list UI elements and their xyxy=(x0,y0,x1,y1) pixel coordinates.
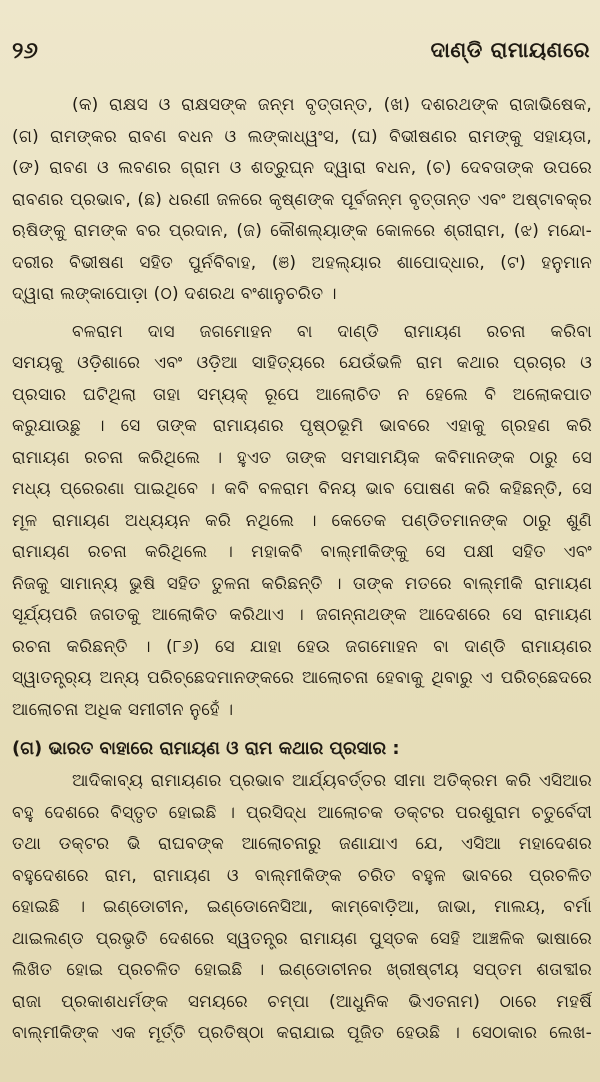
text-line: ମୂଳ ରାମାୟଣ ଅଧ୍ୟୟନ କରି ନଥିଲେ । କେତେକ ପଣ୍ଡିତମାନଙ୍କ ଠାରୁ ଶୁଣି xyxy=(12,510,592,531)
text-line: ଦ୍ୱାରା ଲଙ୍କାପୋଡ଼ା (ଠ) ଦଶରଥ ବଂଶାନୁଚରିତ । xyxy=(12,284,337,304)
text-line: (କ) ରାକ୍ଷସ ଓ ରାକ୍ଷସଙ୍କ ଜନ୍ମ ବୃତ୍ତାନ୍ତ, (ଖ) ଦଶରଥଙ୍କ ରାଜାଭିଷେକ, xyxy=(72,95,592,115)
text-line: ସୂର୍ଯ୍ୟପରି ଜଗତକୁ ଆଲୋକିତ କରିଥାଏ । ଜଗନ୍ନାଥଙ୍କ ଆଦେଶରେ ସେ ରାମାୟଣ xyxy=(12,605,592,625)
body-text xyxy=(12,90,592,1050)
paragraph-ramayana-abroad xyxy=(12,766,592,1050)
text-line: ଥାଇଲଣ୍ଡ ପ୍ରଭୃତି ଦେଶରେ ସ୍ୱତନ୍ତ୍ର ରାମାୟଣ ପୁସ୍ତକ ସେହି ଆଞ୍ଚଳିକ ଭାଷାରେ xyxy=(12,928,592,949)
text-line: ସମୟକୁ ଓଡ଼ିଶାରେ ଏବଂ ଓଡ଼ିଆ ସାହିତ୍ୟରେ ଯେଉଁଭଳି ରାମ କଥାର ପ୍ରଚାର ଓ xyxy=(12,353,592,373)
text-line: ଲିଖିତ ହୋଇ ପ୍ରଚଳିତ ହୋଇଛି । ଇଣ୍ଡୋଚୀନର ଖ୍ରୀଷ୍ଟୀୟ ସପ୍ତମ ଶତାବ୍ଦୀର xyxy=(12,960,592,980)
text-line: ବଳରାମ ଦାସ ଜଗମୋହନ ବା ଦାଣ୍ଡି ରାମାୟଣ ରଚନା କରିବା xyxy=(72,321,592,342)
text-line: ମଧ୍ୟ ପ୍ରେରଣା ପାଇଥିବେ । କବି ବଳରାମ ବିନୟ ଭାବ ପୋଷଣ କରି କହିଛନ୍ତି, ସେ xyxy=(12,479,592,499)
text-line: ବହୁ ଦେଶରେ ବିସ୍ତୃତ ହୋଇଛି । ପ୍ରସିଦ୍ଧ ଆଲୋଚକ ଡକ୍ଟର ପରଶୁରାମ ଚତୁର୍ବେଦୀ xyxy=(12,802,592,823)
text-line: ରାଜା ପ୍ରକାଶଧର୍ମଙ୍କ ସମୟରେ ଚମ୍ପା (ଆଧୁନିକ ଭିଏତନାମ) ଠାରେ ମହର୍ଷି xyxy=(12,991,592,1012)
page-number: ୨୬ xyxy=(12,38,38,64)
text-line: ରଚନା କରିଛନ୍ତି । (୮୬) ସେ ଯାହା ହେଉ ଜଗମୋହନ ବା ଦାଣ୍ଡି ରାମାୟଣର xyxy=(12,636,592,657)
text-line: କରୁଯାଉଛୁ । ସେ ତାଙ୍କ ରାମାୟଣର ପୃଷ୍ଠଭୂମି ଭାବରେ ଏହାକୁ ଗ୍ରହଣ କରି xyxy=(12,416,592,436)
text-line: (ଗ) ରାମଙ୍କର ରାବଣ ବଧନ ଓ ଲଙ୍କାଧ୍ୱଂସ, (ଘ) ବିଭୀଷଣର ରାମଙ୍କୁ ସହାୟତା, xyxy=(12,126,592,147)
text-line: ନିଜକୁ ସାମାନ୍ୟ ଭୁଷି ସହିତ ତୁଳନା କରିଛନ୍ତି । ତାଙ୍କ ମତରେ ବାଲ୍ମୀକି ରାମାୟଣ xyxy=(12,573,592,594)
text-line: ତଥା ଡକ୍ଟର ଭି ରାଘବଙ୍କ ଆଲୋଚନାରୁ ଜଣାଯାଏ ଯେ, ଏସିଆ ମହାଦେଶର xyxy=(12,834,592,854)
page-header xyxy=(12,38,590,72)
text-line: ସ୍ୱାତନ୍ତ୍ର୍ୟ ଅନ୍ୟ ପରିଚ୍ଛେଦମାନଙ୍କରେ ଆଲୋଚନା ହେବାକୁ ଥିବାରୁ ଏ ପରିଚ୍ଛେଦରେ xyxy=(12,668,592,688)
section-heading: (ଗ) ଭାରତ ବାହାରେ ରାମାୟଣ ଓ ରାମ କଥାର ପ୍ରସାର : xyxy=(12,738,400,759)
text-line: ରାମାୟଣ ରଚନା କରିଥିଲେ । ହୁଏତ ତାଙ୍କ ସମସାମୟିକ କବିମାନଙ୍କ ଠାରୁ ସେ xyxy=(12,447,592,468)
paragraph-list-of-episodes xyxy=(12,90,592,311)
text-line: ରାବଣର ପ୍ରଭାବ, (ଛ) ଧରଣୀ ଜଳରେ କୃଷ୍ଣଙ୍କ ପୂର୍ବଜନ୍ମ ବୃତ୍ତାନ୍ତ ଏବଂ ଅଷ୍ଟାବକ୍ର xyxy=(12,189,592,210)
running-title: ଦାଣ୍ଡି ରାମାୟଣରେ xyxy=(430,38,590,62)
text-line: ପ୍ରସାର ଘଟିଥିଲା ତାହା ସମ୍ୟକ୍ ରୂପେ ଆଲୋଚିତ ନ ହେଲେ ବି ଅଲୋକପାତ xyxy=(12,384,592,405)
text-line: ହୋଇଛି । ଇଣ୍ଡୋଚୀନ, ଇଣ୍ଡୋନେସିଆ, କାମ୍ବୋଡ଼ିଆ, ଜାଭା, ମାଲୟ, ବର୍ମା xyxy=(12,897,592,917)
text-line: ବାଲ୍ମୀକିଙ୍କ ଏକ ମୂର୍ତ୍ତି ପ୍ରତିଷ୍ଠା କରାଯାଇ ପୂଜିତ ହେଉଛି । ସେଠାକାର ଲେଖ- xyxy=(12,1023,592,1043)
paragraph-balarama-das xyxy=(12,317,592,727)
text-line: ଦରୀର ବିଭୀଷଣ ସହିତ ପୁର୍ନବିବାହ, (ଞ) ଅହଲ୍ୟାର ଶାପୋଦ୍ଧାର, (ଟ) ହନୁମାନ xyxy=(12,252,592,273)
text-line: ଋଷିଙ୍କୁ ରାମଙ୍କ ବର ପ୍ରଦାନ, (ଜ) କୌଶଲ୍ୟାଙ୍କ କୋଳରେ ଶ୍ରୀରାମ, (ଝ) ମନ୍ଦୋ- xyxy=(12,221,592,241)
text-line: ବହୁଦେଶରେ ରାମ, ରାମାୟଣ ଓ ବାଲ୍ମୀକିଙ୍କ ଚରିତ ବହୁଳ ଭାବରେ ପ୍ରଚଳିତ xyxy=(12,865,592,886)
text-line: ରାମାୟଣ ରଚନା କରିଥିଲେ । ମହାକବି ବାଲ୍ମୀକିଙ୍କୁ ସେ ପକ୍ଷୀ ସହିତ ଏବଂ xyxy=(12,542,592,562)
text-line: ଆଦିକାବ୍ୟ ରାମାୟଣର ପ୍ରଭାବ ଆର୍ଯ୍ୟବର୍ତ୍ତର ସୀମା ଅତିକ୍ରମ କରି ଏସିଆର xyxy=(72,771,592,791)
text-line: (ଙ) ରାବଣ ଓ ଲବଣର ଗ୍ରାମ ଓ ଶତ୍ରୁଘ୍ନ ଦ୍ୱାରା ବଧନ, (ଚ) ଦେବତାଙ୍କ ଉପରେ xyxy=(12,158,592,178)
text-line: ଆଲୋଚନା ଅଧିକ ସମୀଚୀନ ନୁହେଁ । xyxy=(12,699,234,720)
